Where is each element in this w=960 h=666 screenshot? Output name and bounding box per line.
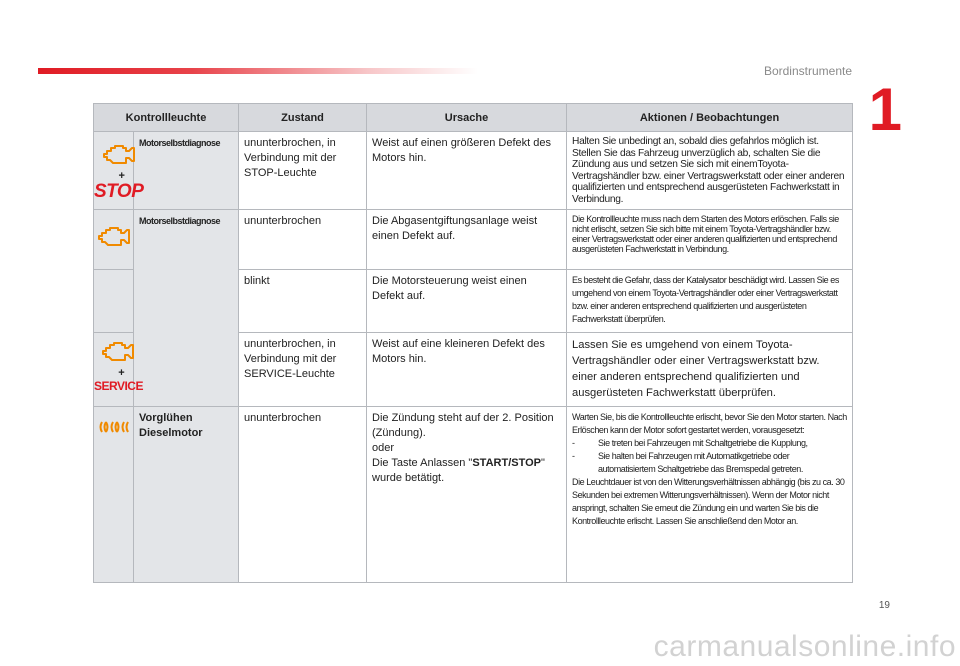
header-zustand: Zustand — [239, 104, 367, 132]
table-row — [94, 407, 853, 583]
cause-cell: Weist auf einen größeren Defekt des Motors hin. — [367, 132, 567, 210]
light-name-line2: Dieselmotor — [139, 427, 203, 439]
icon-cell-glow — [94, 407, 134, 583]
bullet-dash: - — [572, 438, 575, 448]
action-text: Die Kontrollleuchte muss nach dem Starten des Motors erlöschen. Falls sie nicht erlischt, setzen Sie sich bitte mit einem Toyota-Vertragshändler bzw. einer Vertragswerkstatt oder einer anderen qualifizierten und entsprechend ausgerüsteten Fachwerkstatt in Verbindung. — [572, 214, 839, 254]
service-label: SERVICE — [94, 379, 143, 393]
cause-cell — [367, 407, 567, 583]
action-intro: Warten Sie, bis die Kontrollleuchte erlischt, bevor Sie den Motor starten. Nach Erlöschen kann der Motor sofort gestartet werden, vorausgesetzt: — [572, 412, 847, 435]
header-accent-line — [38, 68, 478, 74]
watermark: carmanualsonline.info — [653, 630, 956, 663]
chapter-number: 1 — [868, 76, 902, 143]
light-name-line1: Vorglühen — [139, 412, 193, 424]
header-aktionen: Aktionen / Beobachtungen — [567, 104, 853, 132]
icon-cell-engine-stop — [94, 132, 144, 210]
cause-pre: Die Taste Anlassen " — [372, 457, 473, 469]
table-row — [94, 132, 853, 210]
table-row — [94, 210, 853, 270]
light-name — [134, 407, 239, 583]
action-cell — [567, 270, 853, 333]
bullet-dash: - — [572, 451, 575, 461]
action-cell: Lassen Sie es umgehend von einem Toyota-Vertragshändler oder einer Vertragswerkstatt bzw. einer anderen entsprechend qualifizierten und ausgerüsteten Fachwerkstatt überprüfen. — [567, 333, 853, 407]
cause-cell: Die Motorsteuerung weist einen Defekt auf. — [367, 270, 567, 333]
state-cell: ununterbrochen, in Verbindung mit der SERVICE-Leuchte — [239, 333, 367, 407]
engine-warning-icon — [101, 341, 135, 363]
icon-cell-empty — [94, 270, 134, 333]
glow-plug-icon — [99, 419, 129, 435]
cause-post: " wurde betätigt. — [372, 457, 545, 484]
action-cell — [567, 407, 853, 583]
header-kontrollleuchte: Kontrollleuchte — [94, 104, 239, 132]
stop-label: STOP — [94, 181, 144, 202]
action-bullet — [572, 450, 847, 476]
light-name-text: Motorselbstdiagnose — [139, 216, 221, 226]
page-number: 19 — [878, 600, 890, 611]
start-stop-key: START/STOP — [472, 457, 541, 469]
icon-cell-engine — [94, 210, 134, 270]
state-cell: ununterbrochen, in Verbindung mit der STOP-Leuchte — [239, 132, 367, 210]
action-cell — [567, 132, 853, 210]
state-cell: ununterbrochen — [239, 210, 367, 270]
warning-light-table — [93, 103, 853, 583]
bullet-text: Sie halten bei Fahrzeugen mit Automatikgetriebe oder automatisiertem Schaltgetriebe das Bremspedal getreten. — [598, 451, 803, 474]
bullet-text: Sie treten bei Fahrzeugen mit Schaltgetriebe die Kupplung, — [598, 438, 808, 448]
action-outro: Die Leuchtdauer ist von den Witterungsverhältnissen abhängig (bis zu ca. 30 Sekunden bei extremen Witterungsverhältnissen). Wenn der Motor nicht anspringt, schalten Sie erneut die Zündung ein und warten Sie bis die Kontrollleuchte erlischt. Lassen Sie anschließend den Motor an. — [572, 477, 845, 526]
section-title: Bordinstrumente — [763, 64, 852, 78]
cause-line1: Die Zündung steht auf der 2. Position (Zündung). — [372, 412, 554, 439]
state-cell: blinkt — [239, 270, 367, 333]
state-cell: ununterbrochen — [239, 407, 367, 583]
table-header-row — [94, 104, 853, 132]
plus-sign: + — [118, 367, 125, 379]
cause-cell: Weist auf eine kleineren Defekt des Motors hin. — [367, 333, 567, 407]
plus-sign: + — [118, 170, 125, 182]
cause-or: oder — [372, 442, 395, 454]
action-bullet — [572, 437, 847, 450]
light-name — [134, 210, 239, 407]
action-cell — [567, 210, 853, 270]
action-text: Es besteht die Gefahr, dass der Katalysator beschädigt wird. Lassen Sie es umgehend von einem Toyota-Vertragshändler oder einer Vertragswerkstatt bzw. einer anderen entsprechend qualifizierten und ausgerüsteten Fachwerkstatt überprüfen. — [572, 275, 839, 324]
header-ursache: Ursache — [367, 104, 567, 132]
engine-warning-icon — [102, 144, 136, 166]
light-name — [134, 132, 239, 210]
light-name-text: Motorselbstdiagnose — [139, 138, 221, 148]
cause-cell: Die Abgasentgiftungsanlage weist einen Defekt auf. — [367, 210, 567, 270]
cause-line2 — [372, 456, 561, 486]
icon-cell-engine-service — [94, 333, 143, 407]
action-text: Halten Sie unbedingt an, sobald dies gefahrlos möglich ist. Stellen Sie das Fahrzeug unverzüglich ab, schalten Sie die Zündung aus und setzen Sie sich mit einemToyota-Vertragshändler bzw. einer Vertragswerkstatt oder einer anderen qualifizierten und entsprechend ausgerüsteten Fachwerkstatt in Verbindung. — [572, 136, 845, 205]
engine-warning-icon — [97, 226, 131, 248]
